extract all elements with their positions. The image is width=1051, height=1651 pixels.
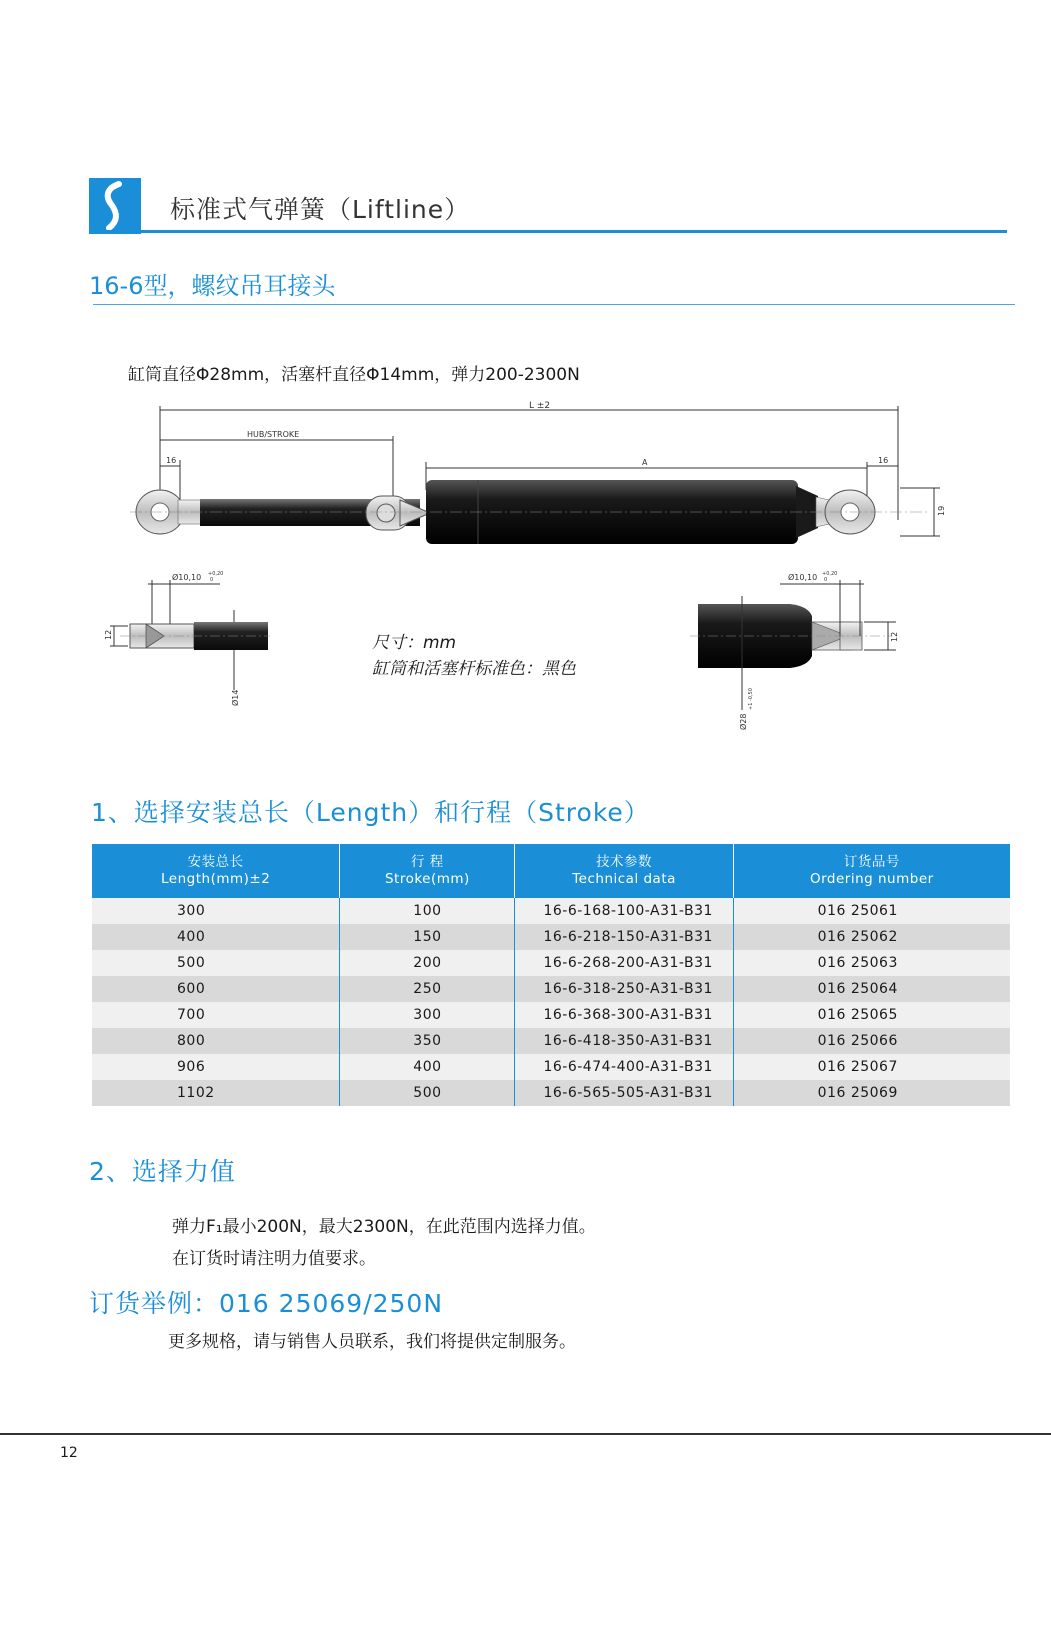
dim-hole-left-label: Ø10,10 [172, 573, 202, 582]
column-header-en: Ordering number [809, 871, 934, 887]
page-number: 12 [60, 1445, 78, 1461]
cell-length: 500 [92, 950, 340, 976]
technical-drawing [100, 400, 960, 760]
dim-side-right-label: 12 [890, 631, 899, 642]
column-header-cn: 行 程 [411, 854, 444, 870]
cell-stroke: 350 [340, 1028, 515, 1054]
logo-s-icon [89, 178, 141, 234]
force-range-text: 弹力F₁最小200N，最大2300N，在此范围内选择力值。 [172, 1217, 596, 1237]
right-side-detail [690, 571, 899, 730]
cell-ordering-number: 016 25062 [733, 924, 1010, 950]
dim-tol-lower-left: 0 [210, 577, 214, 583]
column-header-en: Technical data [572, 871, 676, 887]
contact-text: 更多规格，请与销售人员联系，我们将提供定制服务。 [168, 1332, 576, 1352]
cell-length: 1102 [92, 1080, 340, 1106]
column-header-technical-data [515, 844, 733, 898]
cell-technical-data: 16-6-418-350-A31-B31 [515, 1028, 733, 1054]
cell-length: 906 [92, 1054, 340, 1080]
table-row [92, 1080, 1010, 1106]
cell-length: 800 [92, 1028, 340, 1054]
cell-length: 400 [92, 924, 340, 950]
model-title: 16-6型，螺纹吊耳接头 [89, 272, 336, 300]
note-unit: 尺寸：mm [372, 633, 457, 653]
cell-technical-data: 16-6-268-200-A31-B31 [515, 950, 733, 976]
cell-stroke: 100 [340, 898, 515, 924]
rod-fitting [366, 496, 430, 530]
cell-stroke: 150 [340, 924, 515, 950]
column-header-stroke [340, 844, 515, 898]
column-header-en: Stroke(mm) [384, 871, 470, 887]
spec-table [92, 844, 1010, 1106]
order-example: 订货举例：016 25069/250N [89, 1289, 444, 1318]
column-header-cn: 安装总长 [187, 854, 244, 870]
dim-height-label: 19 [937, 505, 946, 516]
force-order-note: 在订货时请注明力值要求。 [172, 1249, 376, 1269]
table-row [92, 898, 1010, 924]
cell-technical-data: 16-6-218-150-A31-B31 [515, 924, 733, 950]
cell-ordering-number: 016 25067 [733, 1054, 1010, 1080]
column-header-en: Length(mm)±2 [161, 871, 271, 887]
cell-technical-data: 16-6-474-400-A31-B31 [515, 1054, 733, 1080]
section-1-title: 1、选择安装总长（Length）和行程（Stroke） [91, 798, 650, 827]
table-row [92, 1028, 1010, 1054]
dim-tol-upper-left: +0,20 [208, 571, 224, 577]
cell-ordering-number: 016 25064 [733, 976, 1010, 1002]
spec-text: 缸筒直径Φ28mm，活塞杆直径Φ14mm，弹力200-2300N [128, 365, 580, 385]
dim-tol-upper-right: +0,20 [822, 571, 838, 577]
footer-divider [0, 1433, 1051, 1435]
cell-length: 600 [92, 976, 340, 1002]
column-header-length [92, 844, 340, 898]
table-row [92, 950, 1010, 976]
cell-ordering-number: 016 25066 [733, 1028, 1010, 1054]
table-row [92, 1054, 1010, 1080]
dim-left-eye-label: 16 [166, 456, 177, 465]
cell-technical-data: 16-6-168-100-A31-B31 [515, 898, 733, 924]
column-header-ordering-number [733, 844, 1010, 898]
cell-ordering-number: 016 25063 [733, 950, 1010, 976]
cell-length: 700 [92, 1002, 340, 1028]
cell-length: 300 [92, 898, 340, 924]
column-header-cn: 订货品号 [843, 854, 900, 870]
dim-a-label: A [642, 458, 648, 467]
brand-logo [89, 178, 141, 234]
section-2-title: 2、选择力值 [89, 1157, 236, 1186]
dim-stroke [160, 436, 393, 500]
cell-ordering-number: 016 25069 [733, 1080, 1010, 1106]
cell-stroke: 250 [340, 976, 515, 1002]
cell-stroke: 300 [340, 1002, 515, 1028]
dim-tube-label: Ø28 [739, 713, 748, 730]
dim-hole-right-label: Ø10,10 [788, 573, 818, 582]
dim-tube-tol-label: +1 -0,50 [748, 688, 754, 710]
header-title: 标准式气弹簧（Liftline） [170, 195, 471, 224]
dim-total-label: L ±2 [529, 401, 551, 411]
dim-side-left-label: 12 [104, 629, 113, 640]
cell-ordering-number: 016 25061 [733, 898, 1010, 924]
dim-right-eye-label: 16 [878, 456, 889, 465]
cell-stroke: 200 [340, 950, 515, 976]
cell-technical-data: 16-6-318-250-A31-B31 [515, 976, 733, 1002]
table-row [92, 924, 1010, 950]
left-side-detail [104, 571, 270, 706]
cell-stroke: 500 [340, 1080, 515, 1106]
note-standard-color: 缸筒和活塞杆标准色：黑色 [372, 659, 576, 679]
header-divider [89, 230, 1007, 233]
cell-ordering-number: 016 25065 [733, 1002, 1010, 1028]
table-row [92, 1002, 1010, 1028]
table-row [92, 976, 1010, 1002]
model-divider [93, 304, 1015, 305]
dim-stroke-label: HUB/STROKE [247, 430, 300, 439]
column-header-cn: 技术参数 [596, 854, 653, 870]
dim-tol-lower-right: 0 [824, 577, 828, 583]
cell-stroke: 400 [340, 1054, 515, 1080]
table-header-row [92, 844, 1010, 898]
dim-rod-label: Ø14 [231, 689, 240, 706]
cell-technical-data: 16-6-368-300-A31-B31 [515, 1002, 733, 1028]
cell-technical-data: 16-6-565-505-A31-B31 [515, 1080, 733, 1106]
